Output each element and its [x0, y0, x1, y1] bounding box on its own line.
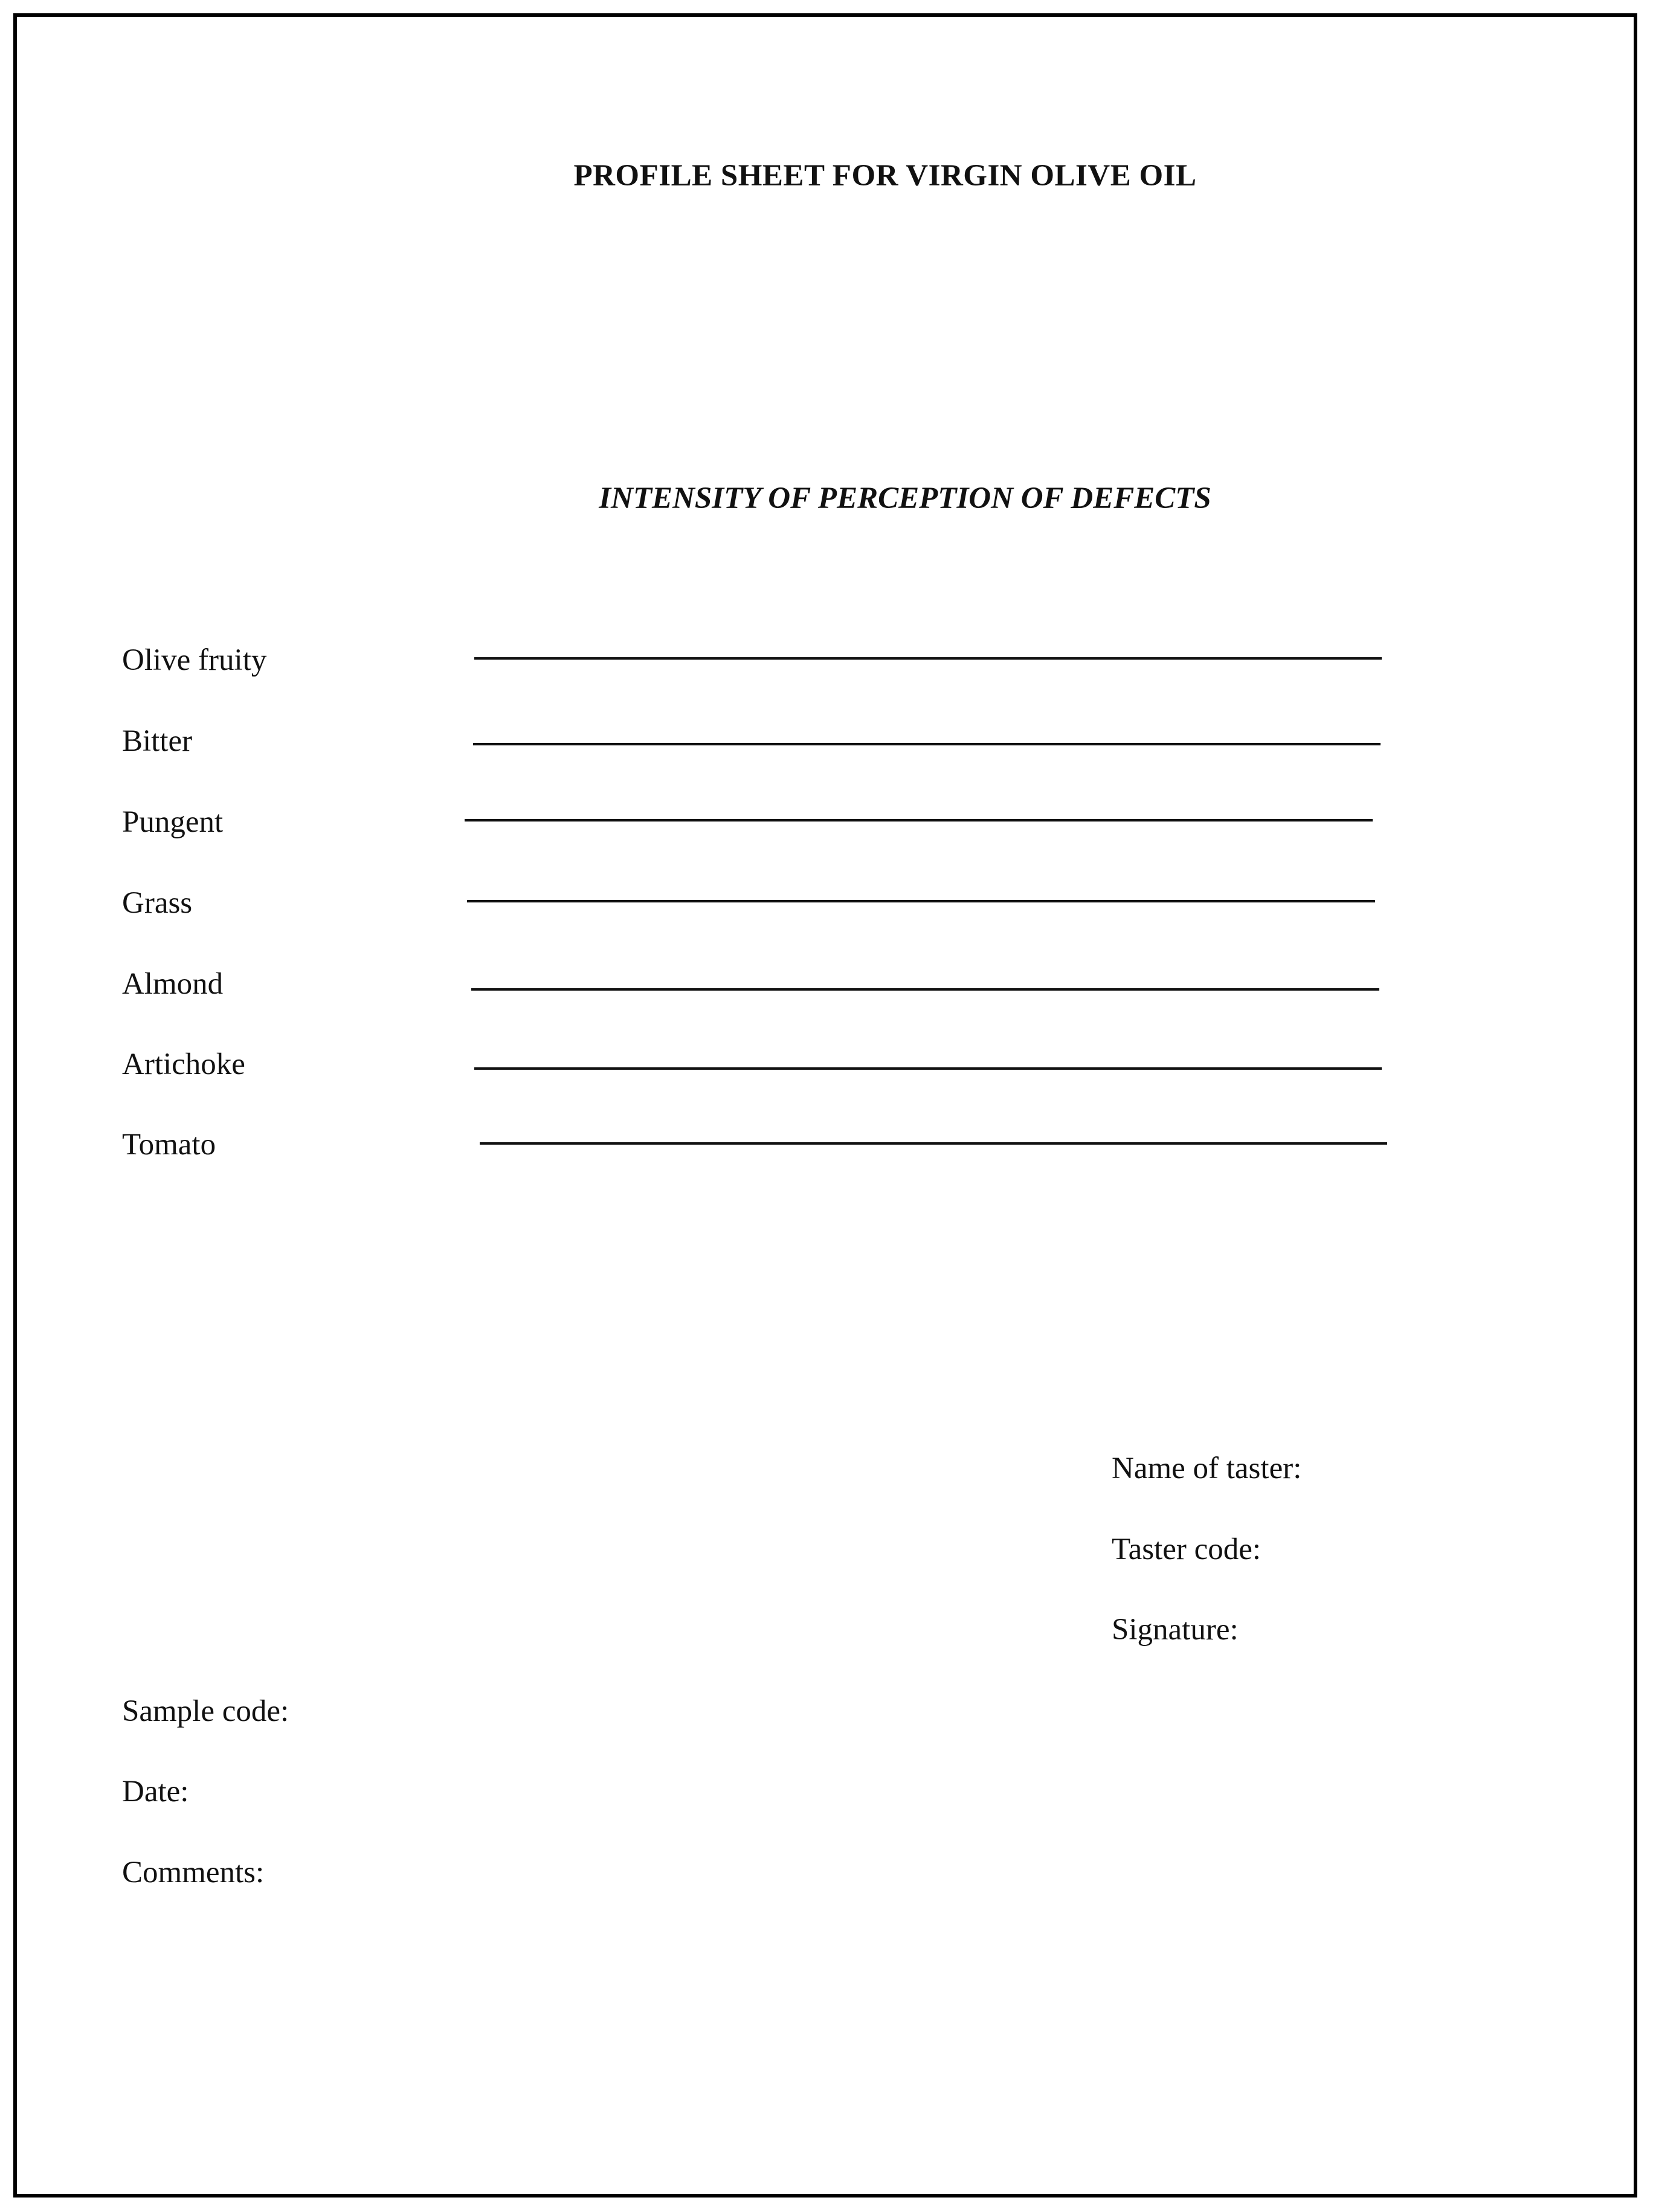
section-subtitle: INTENSITY OF PERCEPTION OF DEFECTS	[599, 481, 1211, 515]
attribute-label-tomato: Tomato	[122, 1128, 216, 1162]
intensity-scale-bitter[interactable]	[473, 743, 1381, 745]
attribute-label-bitter: Bitter	[122, 724, 193, 758]
sample-code-label: Sample code:	[122, 1694, 289, 1728]
comments-label: Comments:	[122, 1856, 265, 1889]
attribute-label-olive-fruity: Olive fruity	[122, 643, 267, 677]
intensity-scale-artichoke[interactable]	[474, 1067, 1382, 1070]
attribute-label-almond: Almond	[122, 967, 224, 1001]
intensity-scale-grass[interactable]	[467, 900, 1375, 902]
date-label: Date:	[122, 1775, 189, 1809]
intensity-scale-almond[interactable]	[471, 988, 1379, 991]
intensity-scale-pungent[interactable]	[465, 819, 1373, 821]
page-title: PROFILE SHEET FOR VIRGIN OLIVE OIL	[573, 159, 1197, 193]
attribute-label-grass: Grass	[122, 886, 193, 920]
attribute-label-artichoke: Artichoke	[122, 1047, 245, 1081]
taster-name-label: Name of taster:	[1112, 1452, 1302, 1485]
intensity-scale-tomato[interactable]	[480, 1142, 1387, 1145]
signature-label: Signature:	[1112, 1613, 1239, 1647]
attribute-label-pungent: Pungent	[122, 805, 224, 839]
taster-code-label: Taster code:	[1112, 1532, 1262, 1566]
intensity-scale-olive-fruity[interactable]	[474, 657, 1382, 660]
